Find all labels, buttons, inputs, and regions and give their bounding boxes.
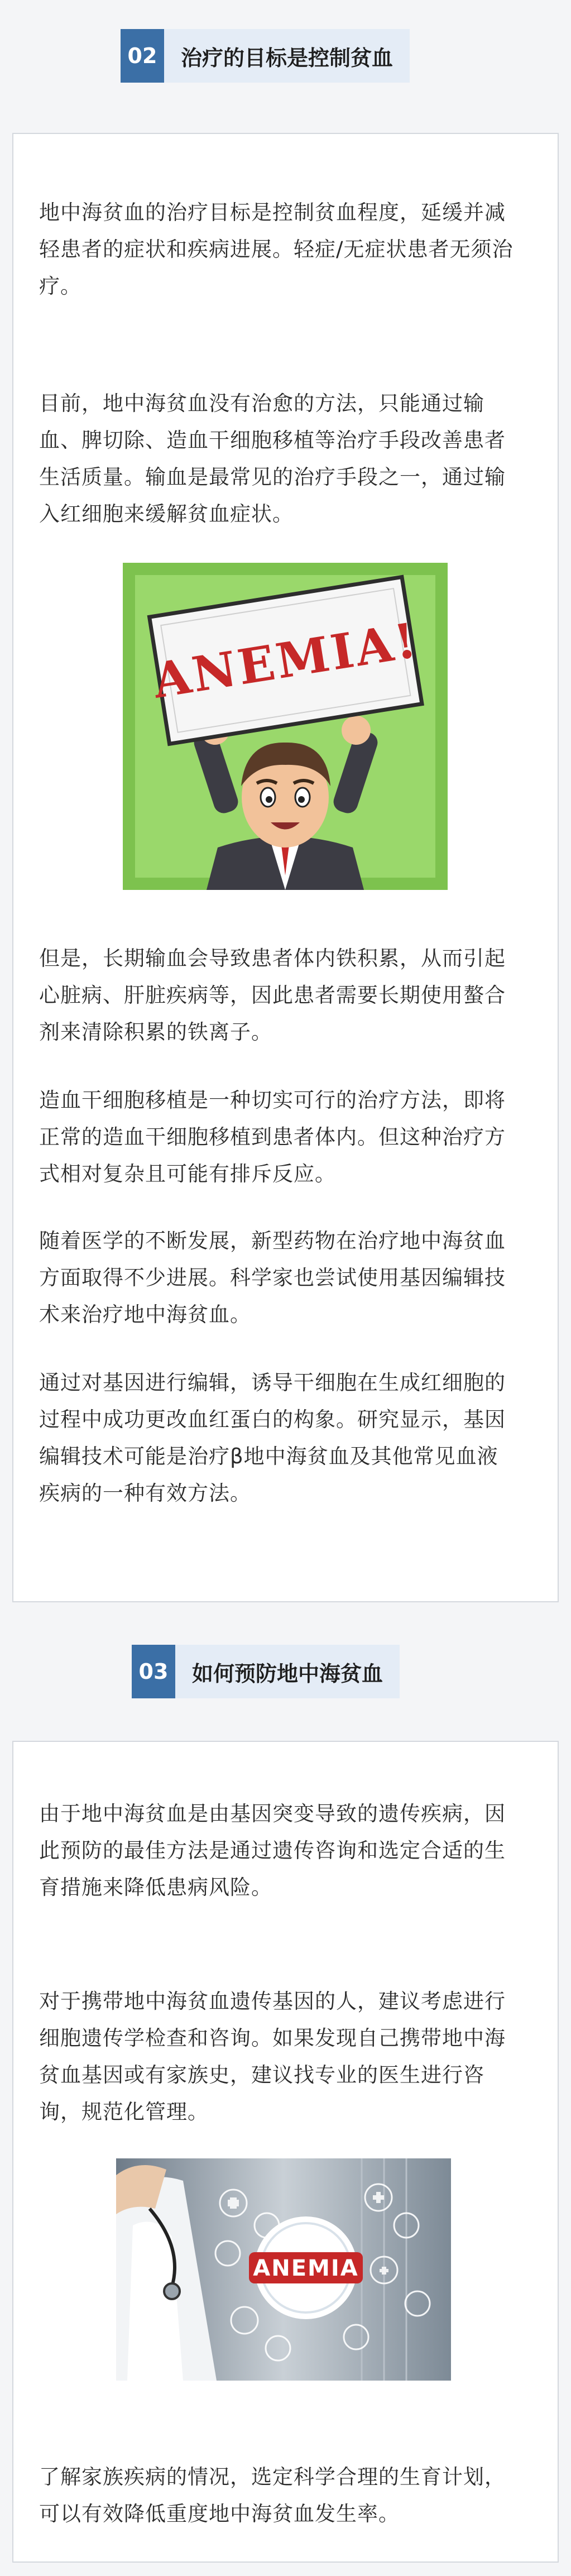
section-header-02: [121, 29, 410, 83]
sign-text: ANEMIA!: [149, 612, 423, 710]
section-number: 02: [121, 29, 164, 83]
paragraph: 对于携带地中海贫血遗传基因的人，建议考虑进行细胞遗传学检查和咨询。如果发现自己携带地中海贫血基因或有家族史，建议找专业的医生进行咨询，规范化管理。: [39, 1989, 506, 2124]
section-title: 如何预防地中海贫血: [175, 1645, 400, 1698]
paragraph: 了解家族疾病的情况，选定科学合理的生育计划，可以有效降低重度地中海贫血发生率。: [39, 2465, 506, 2526]
badge-text: ANEMIA: [253, 2256, 359, 2281]
section-header-03: [132, 1645, 400, 1698]
paragraph: 地中海贫血的治疗目标是控制贫血程度，延缓并减轻患者的症状和疾病进展。轻症/无症状患者无须治疗。: [39, 200, 514, 298]
section-number: 03: [132, 1645, 175, 1698]
paragraph: 由于地中海贫血是由基因突变导致的遗传疾病，因此预防的最佳方法是通过遗传咨询和选定合适的生育措施来降低患病风险。: [39, 1802, 506, 1899]
paragraph: 但是，长期输血会导致患者体内铁积累，从而引起心脏病、肝脏疾病等，因此患者需要长期使用螯合剂来清除积累的铁离子。: [39, 946, 506, 1044]
paragraph: 随着医学的不断发展，新型药物在治疗地中海贫血方面取得不少进展。科学家也尝试使用基因编辑技术来治疗地中海贫血。: [39, 1229, 506, 1327]
paragraph: 造血干细胞移植是一种切实可行的治疗方法，即将正常的造血干细胞移植到患者体内。但这种治疗方式相对复杂且可能有排斥反应。: [39, 1088, 506, 1186]
doctor-anemia-illustration: [116, 2158, 451, 2381]
anemia-sign-illustration: [123, 563, 448, 890]
paragraph: 通过对基因进行编辑，诱导干细胞在生成红细胞的过程中成功更改血红蛋白的构象。研究显示，基因编辑技术可能是治疗β地中海贫血及其他常见血液疾病的一种有效方法。: [39, 1371, 506, 1505]
doctor-medical-icons-icon: [116, 2158, 451, 2381]
man-holding-sign-icon: [123, 563, 448, 890]
section-title: 治疗的目标是控制贫血: [164, 29, 410, 83]
paragraph: 目前，地中海贫血没有治愈的方法，只能通过输血、脾切除、造血干细胞移植等治疗手段改善患者生活质量。输血是最常见的治疗手段之一，通过输入红细胞来缓解贫血症状。: [39, 391, 506, 526]
